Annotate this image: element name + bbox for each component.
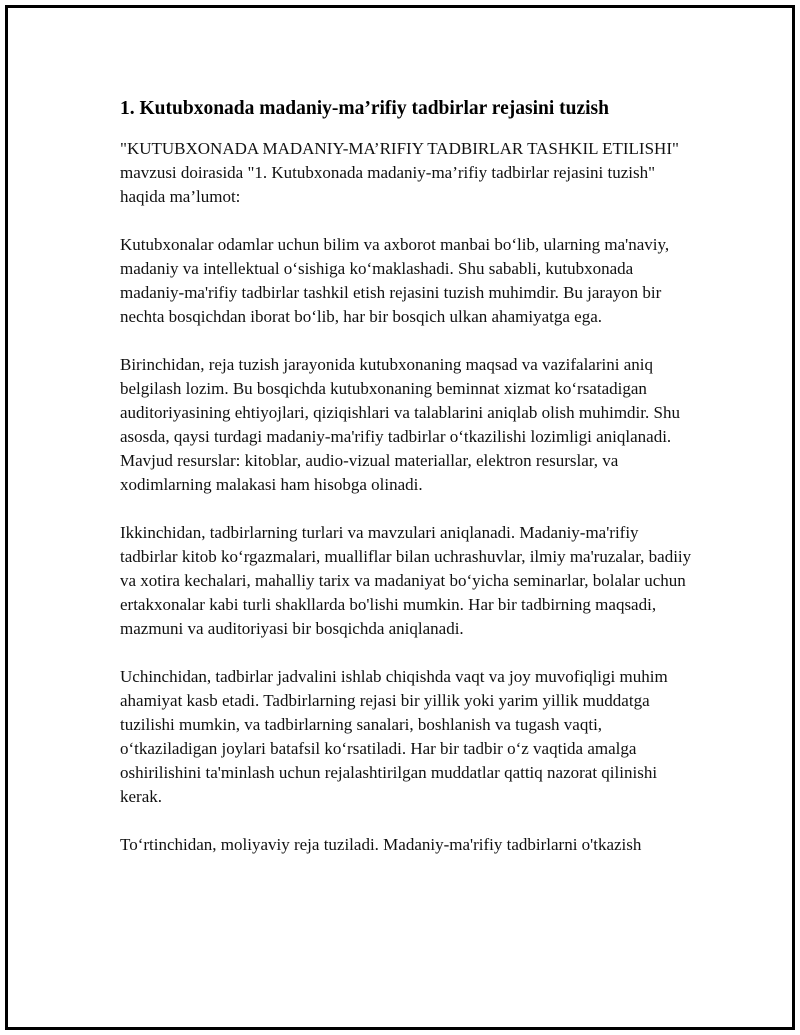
document-page bbox=[5, 5, 795, 1030]
body-paragraph: Kutubxonalar odamlar uchun bilim va axborot manbai boʻlib, ularning ma'naviy, madaniy va intellektual oʻsishiga koʻmaklashadi. Shu sababli, kutubxonada madaniy-ma'rifiy tadbirlar tashkil etish rejasini tuzish muhimdir. Bu jarayon bir nechta bosqichdan iborat boʻlib, har bir bosqich ulkan ahamiyatga ega. bbox=[120, 235, 670, 326]
body-paragraph: Birinchidan, reja tuzish jarayonida kutubxonaning maqsad va vazifalarini aniq belgilash lozim. Bu bosqichda kutubxonaning beminnat xizmat koʻrsatadigan auditoriyasining ehtiyojlari, qiziqishlari va talablarini aniqlab olish muhimdir. Shu asosda, qaysi turdagi madaniy-ma'rifiy tadbirlar oʻtkazilishi lozimligi aniqlanadi. Mavjud resurslar: kitoblar, audio-vizual materiallar, elektron resurslar, va xodimlarning malakasi ham hisobga olinadi. bbox=[120, 355, 680, 494]
intro-paragraph: "KUTUBXONADA MADANIY-MA’RIFIY TADBIRLAR TASHKIL ETILISHI" mavzusi doirasida "1. Kutubxonada madaniy-ma’rifiy tadbirlar rejasini tuzish" haqida ma’lumot: bbox=[120, 139, 679, 206]
document-body bbox=[120, 96, 700, 881]
document-heading: 1. Kutubxonada madaniy-ma’rifiy tadbirlar rejasini tuzish bbox=[120, 98, 609, 119]
body-paragraph: Ikkinchidan, tadbirlarning turlari va mavzulari aniqlanadi. Madaniy-ma'rifiy tadbirlar kitob koʻrgazmalari, mualliflar bilan uchrashuvlar, ilmiy ma'ruzalar, badiiy va xotira kechalari, mahalliy tarix va madaniyat boʻyicha seminarlar, bolalar uchun ertakxonalar kabi turli shakllarda bo'lishi mumkin. Har bir tadbirning maqsadi, mazmuni va auditoriyasi bir bosqichda aniqlanadi. bbox=[120, 523, 692, 638]
body-paragraph: Toʻrtinchidan, moliyaviy reja tuziladi. Madaniy-ma'rifiy tadbirlarni o'tkazish bbox=[120, 835, 642, 854]
body-paragraph: Uchinchidan, tadbirlar jadvalini ishlab chiqishda vaqt va joy muvofiqligi muhim ahamiyat kasb etadi. Tadbirlarning rejasi bir yillik yoki yarim yillik muddatga tuzilishi mumkin, va tadbirlarning sanalari, boshlanish va tugash vaqti, oʻtkaziladigan joylari batafsil koʻrsatiladi. Har bir tadbir oʻz vaqtida amalga oshirilishini ta'minlash uchun rejalashtirilgan muddatlar qattiq nazorat qilinishi kerak. bbox=[120, 667, 668, 806]
